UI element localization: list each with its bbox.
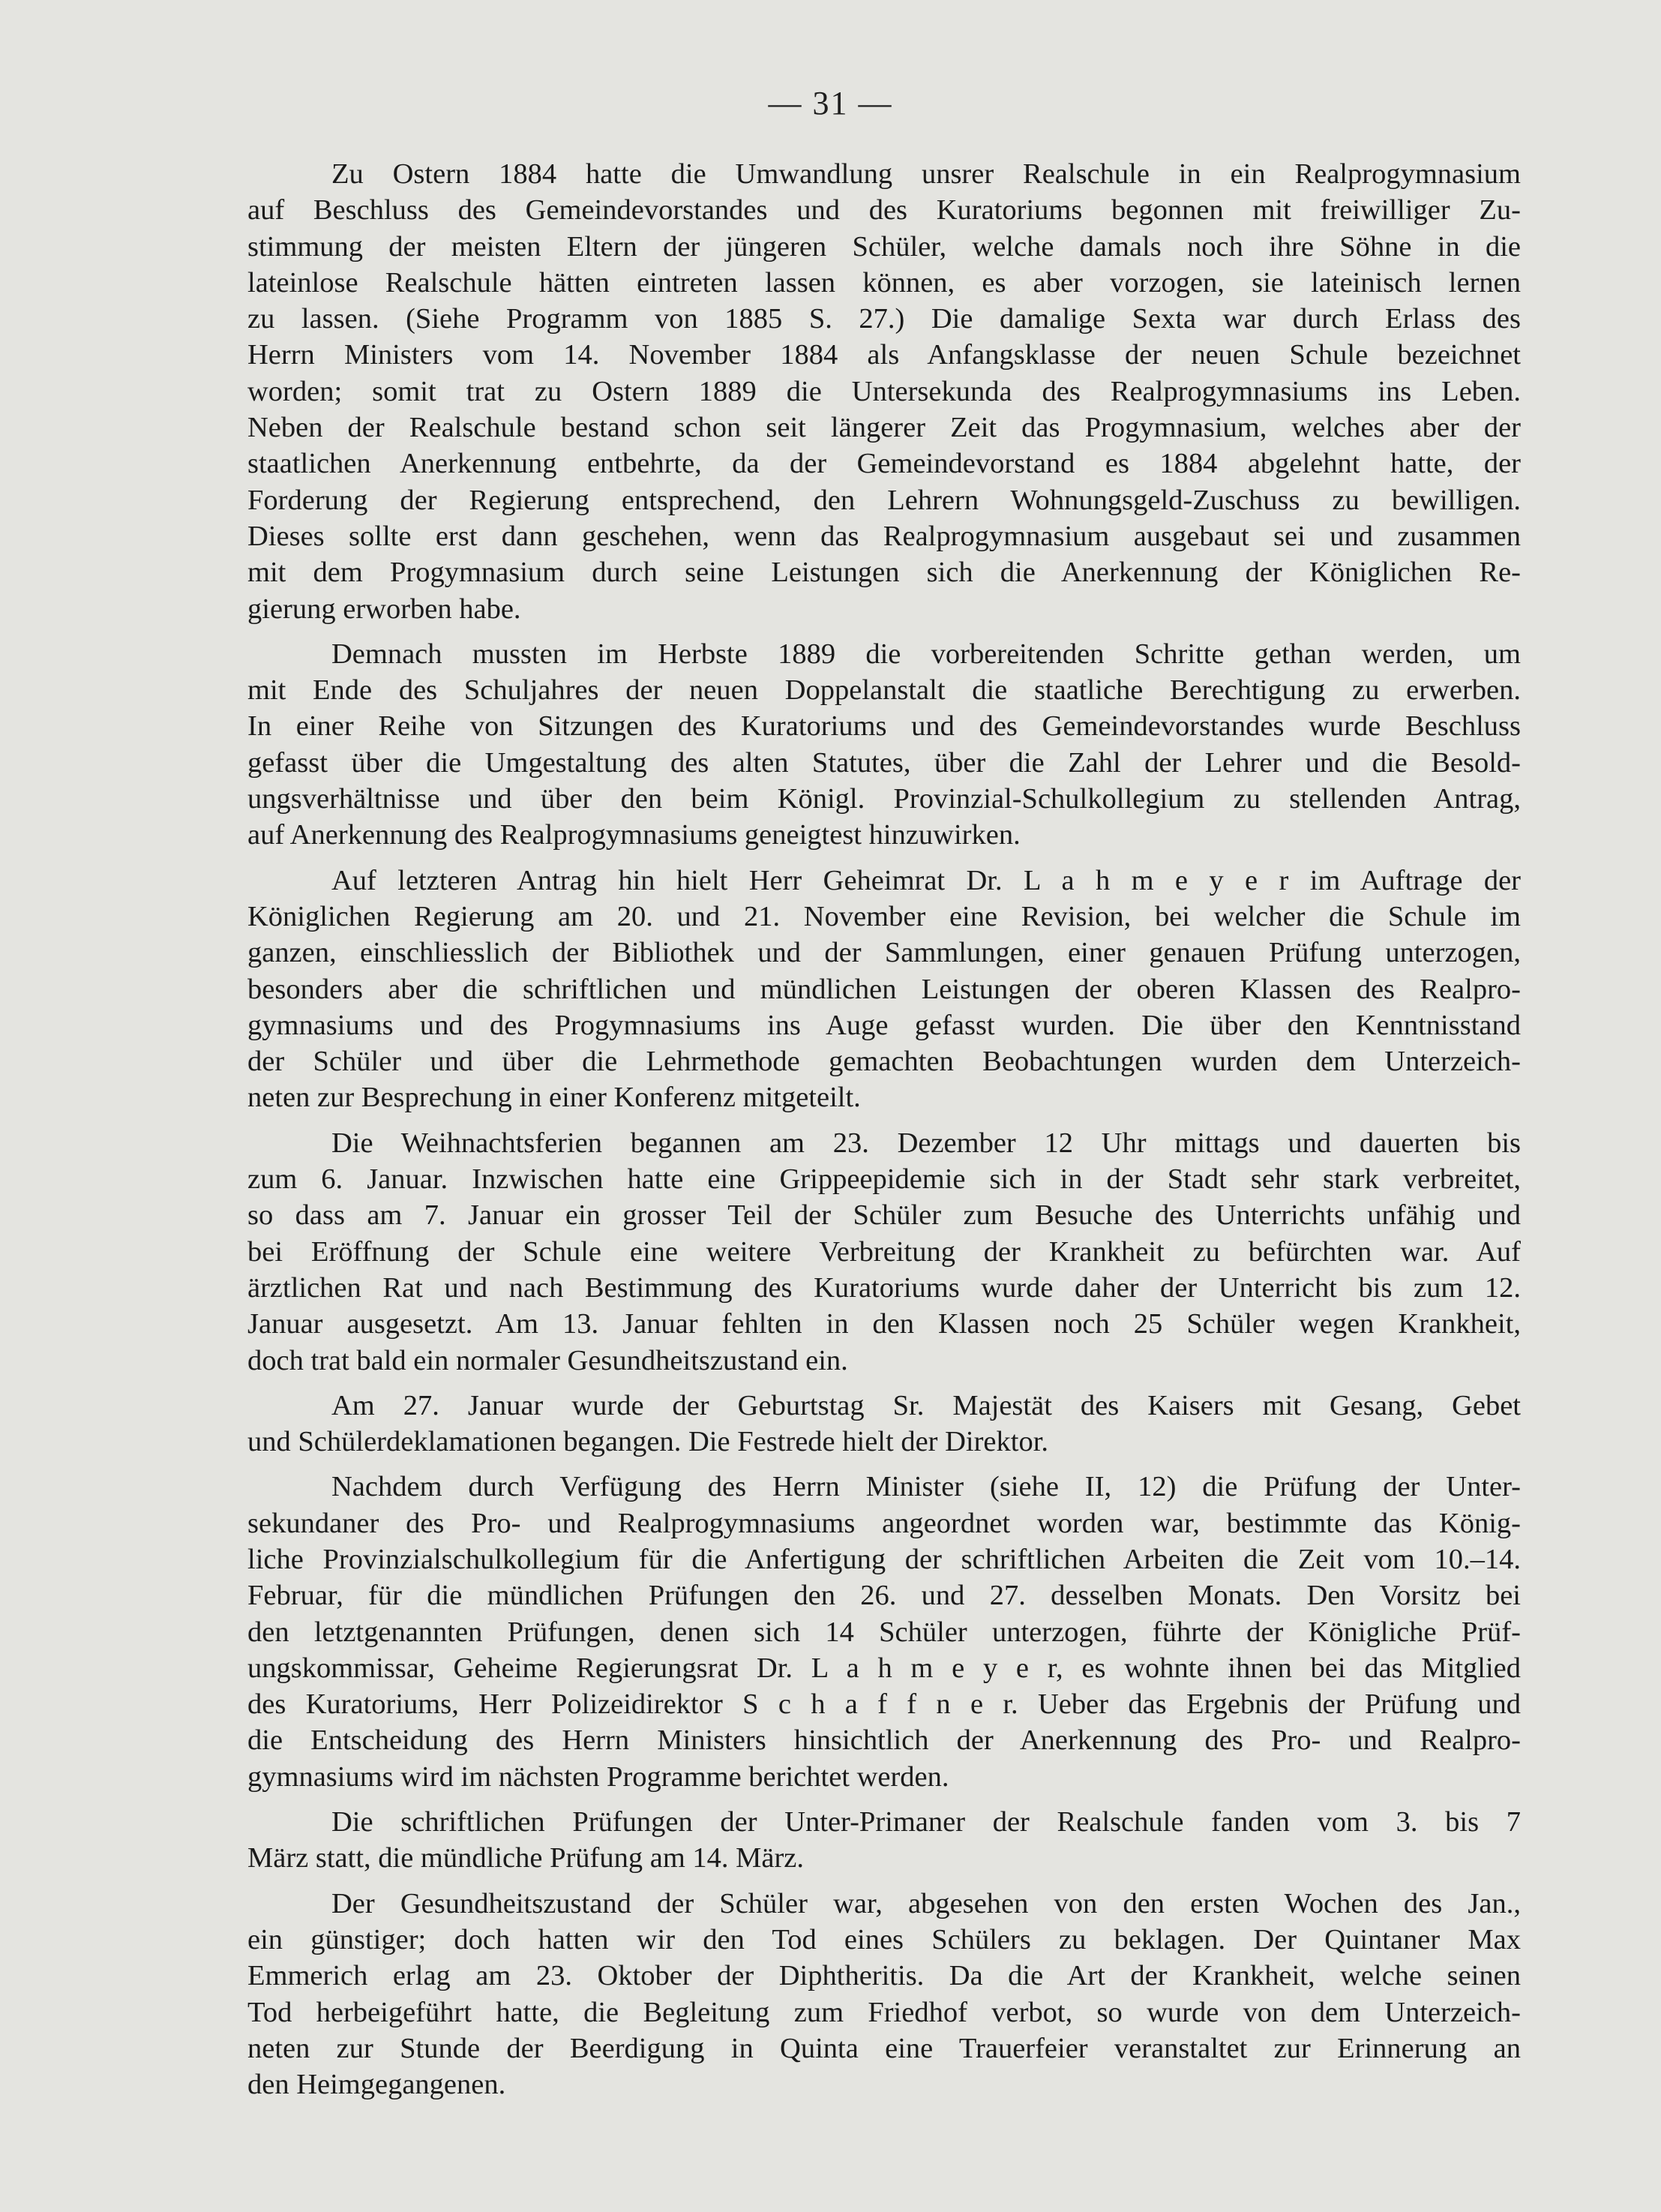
- text-line: doch trat bald ein normaler Gesundheitszustand ein.: [247, 1344, 848, 1376]
- text-line: gierung erworben habe.: [247, 593, 521, 625]
- text-line: Tod herbeigeführt hatte, die Begleitung zum Friedhof verbot, so wurde von dem Unterzeich-: [247, 1996, 1521, 2028]
- text-line: staatlichen Anerkennung entbehrte, da der Gemeindevorstand es 1884 abgelehnt hatte, der: [247, 448, 1521, 480]
- paragraph: [163, 1804, 1521, 1877]
- text-line: gymnasiums wird im nächsten Programme berichtet werden.: [247, 1760, 949, 1793]
- text-line: Forderung der Regierung entsprechend, den Lehrern Wohnungsgeld-Zuschuss zu bewilligen.: [247, 484, 1521, 516]
- text-line: ungskommissar, Geheime Regierungsrat Dr. L a h m e y e r, es wohnte ihnen bei das Mitglied: [247, 1652, 1521, 1684]
- text-line: gefasst über die Umgestaltung des alten Statutes, über die Zahl der Lehrer und die Besold-: [247, 746, 1521, 779]
- text-line: Die Weihnachtsferien begannen am 23. Dezember 12 Uhr mittags und dauerten bis: [331, 1127, 1521, 1159]
- paragraph: [163, 863, 1521, 1116]
- text-line: Der Gesundheitszustand der Schüler war, abgesehen von den ersten Wochen des Jan.,: [331, 1887, 1521, 1919]
- text-line: Königlichen Regierung am 20. und 21. November eine Revision, bei welcher die Schule im: [247, 900, 1521, 932]
- paragraph: [163, 1886, 1521, 2103]
- paragraph: [163, 1469, 1521, 1795]
- text-line: ganzen, einschliesslich der Bibliothek und der Sammlungen, einer genauen Prüfung unterzogen,: [247, 937, 1521, 969]
- paragraph: [163, 1388, 1521, 1460]
- text-line: ärztlichen Rat und nach Bestimmung des Kuratoriums wurde daher der Unterricht bis zum 12.: [247, 1271, 1521, 1304]
- paragraph: [163, 636, 1521, 854]
- text-line: neten zur Stunde der Beerdigung in Quinta eine Trauerfeier veranstaltet zur Erinnerung an: [247, 2032, 1521, 2064]
- text-line: Demnach mussten im Herbste 1889 die vorbereitenden Schritte gethan werden, um: [331, 638, 1521, 670]
- text-line: so dass am 7. Januar ein grosser Teil der Schüler zum Besuche des Unterrichts unfähig und: [247, 1199, 1521, 1232]
- text-line: den Heimgegangenen.: [247, 2069, 506, 2101]
- text-line: der Schüler und über die Lehrmethode gemachten Beobachtungen wurden dem Unterzeich-: [247, 1046, 1521, 1078]
- text-line: auf Beschluss des Gemeindevorstandes und des Kuratoriums begonnen mit freiwilliger Zu-: [247, 194, 1521, 227]
- text-line: ungsverhältnisse und über den beim Königl. Provinzial-Schulkollegium zu stellenden Antrag,: [247, 783, 1521, 815]
- text-line: Februar, für die mündlichen Prüfungen den 26. und 27. desselben Monats. Den Vorsitz bei: [247, 1580, 1521, 1612]
- text-line: auf Anerkennung des Realprogymnasiums geneigtest hinzuwirken.: [247, 819, 1021, 851]
- text-line: zu lassen. (Siehe Programm von 1885 S. 27.) Die damalige Sexta war durch Erlass des: [247, 303, 1521, 335]
- text-line: Nachdem durch Verfügung des Herrn Minister (siehe II, 12) die Prüfung der Unter-: [331, 1471, 1521, 1503]
- text-line: mit Ende des Schuljahres der neuen Doppelanstalt die staatliche Berechtigung zu erwerben.: [247, 674, 1521, 707]
- text-line: März statt, die mündliche Prüfung am 14. März.: [247, 1842, 805, 1874]
- text-line: lateinlose Realschule hätten eintreten lassen können, es aber vorzogen, sie lateinisch lernen: [247, 266, 1521, 299]
- paragraph: [163, 1125, 1521, 1379]
- text-line: des Kuratoriums, Herr Polizeidirektor S c h a f f n e r. Ueber das Ergebnis der Prüfung und: [247, 1688, 1521, 1721]
- text-line: bei Eröffnung der Schule eine weitere Verbreitung der Krankheit zu befürchten war. Auf: [247, 1235, 1521, 1268]
- text-line: mit dem Progymnasium durch seine Leistungen sich die Anerkennung der Königlichen Re-: [247, 557, 1521, 589]
- text-line: die Entscheidung des Herrn Ministers hinsichtlich der Anerkennung des Pro- und Realpro-: [247, 1724, 1521, 1757]
- page-number: — 31 —: [768, 85, 893, 122]
- text-line: Die schriftlichen Prüfungen der Unter-Primaner der Realschule fanden vom 3. bis 7: [331, 1806, 1521, 1838]
- text-line: Neben der Realschule bestand schon seit längerer Zeit das Progymnasium, welches aber der: [247, 412, 1521, 444]
- text-line: Dieses sollte erst dann geschehen, wenn das Realprogymnasium ausgebaut sei und zusammen: [247, 520, 1521, 552]
- text-line: gymnasiums und des Progymnasiums ins Auge gefasst wurden. Die über den Kenntnisstand: [247, 1009, 1521, 1041]
- text-line: sekundaner des Pro- und Realprogymnasiums angeordnet worden war, bestimmte das König-: [247, 1507, 1521, 1539]
- text-line: besonders aber die schriftlichen und mündlichen Leistungen der oberen Klassen des Realpro-: [247, 973, 1521, 1005]
- text-line: stimmung der meisten Eltern der jüngeren Schüler, welche damals noch ihre Söhne in die: [247, 230, 1521, 263]
- text-line: In einer Reihe von Sitzungen des Kuratoriums und des Gemeindevorstandes wurde Beschluss: [247, 710, 1521, 743]
- text-line: Am 27. Januar wurde der Geburtstag Sr. Majestät des Kaisers mit Gesang, Gebet: [331, 1389, 1521, 1421]
- text-line: und Schülerdeklamationen begangen. Die Festrede hielt der Direktor.: [247, 1426, 1049, 1458]
- text-line: liche Provinzialschulkollegium für die Anfertigung der schriftlichen Arbeiten die Zeit vom 10.–14.: [247, 1543, 1521, 1575]
- paragraph: [163, 156, 1521, 627]
- text-line: ein günstiger; doch hatten wir den Tod eines Schülers zu beklagen. Der Quintaner Max: [247, 1923, 1521, 1955]
- text-line: zum 6. Januar. Inzwischen hatte eine Grippeepidemie sich in der Stadt sehr stark verbreitet,: [247, 1163, 1521, 1196]
- text-line: Zu Ostern 1884 hatte die Umwandlung unsrer Realschule in ein Realprogymnasium: [331, 158, 1521, 190]
- text-line: Herrn Ministers vom 14. November 1884 als Anfangsklasse der neuen Schule bezeichnet: [247, 339, 1521, 371]
- body-text: [163, 156, 1521, 2111]
- text-line: Januar ausgesetzt. Am 13. Januar fehlten in den Klassen noch 25 Schüler wegen Krankheit,: [247, 1308, 1521, 1340]
- text-line: worden; somit trat zu Ostern 1889 die Untersekunda des Realprogymnasiums ins Leben.: [247, 375, 1521, 407]
- text-line: neten zur Besprechung in einer Konferenz mitgeteilt.: [247, 1082, 861, 1114]
- text-line: Auf letzteren Antrag hin hielt Herr Geheimrat Dr. L a h m e y e r im Auftrage der: [331, 864, 1521, 896]
- text-line: den letztgenannten Prüfungen, denen sich 14 Schüler unterzogen, führte der Königliche Prüf-: [247, 1616, 1521, 1648]
- text-line: Emmerich erlag am 23. Oktober der Diphtheritis. Da die Art der Krankheit, welche seinen: [247, 1960, 1521, 1992]
